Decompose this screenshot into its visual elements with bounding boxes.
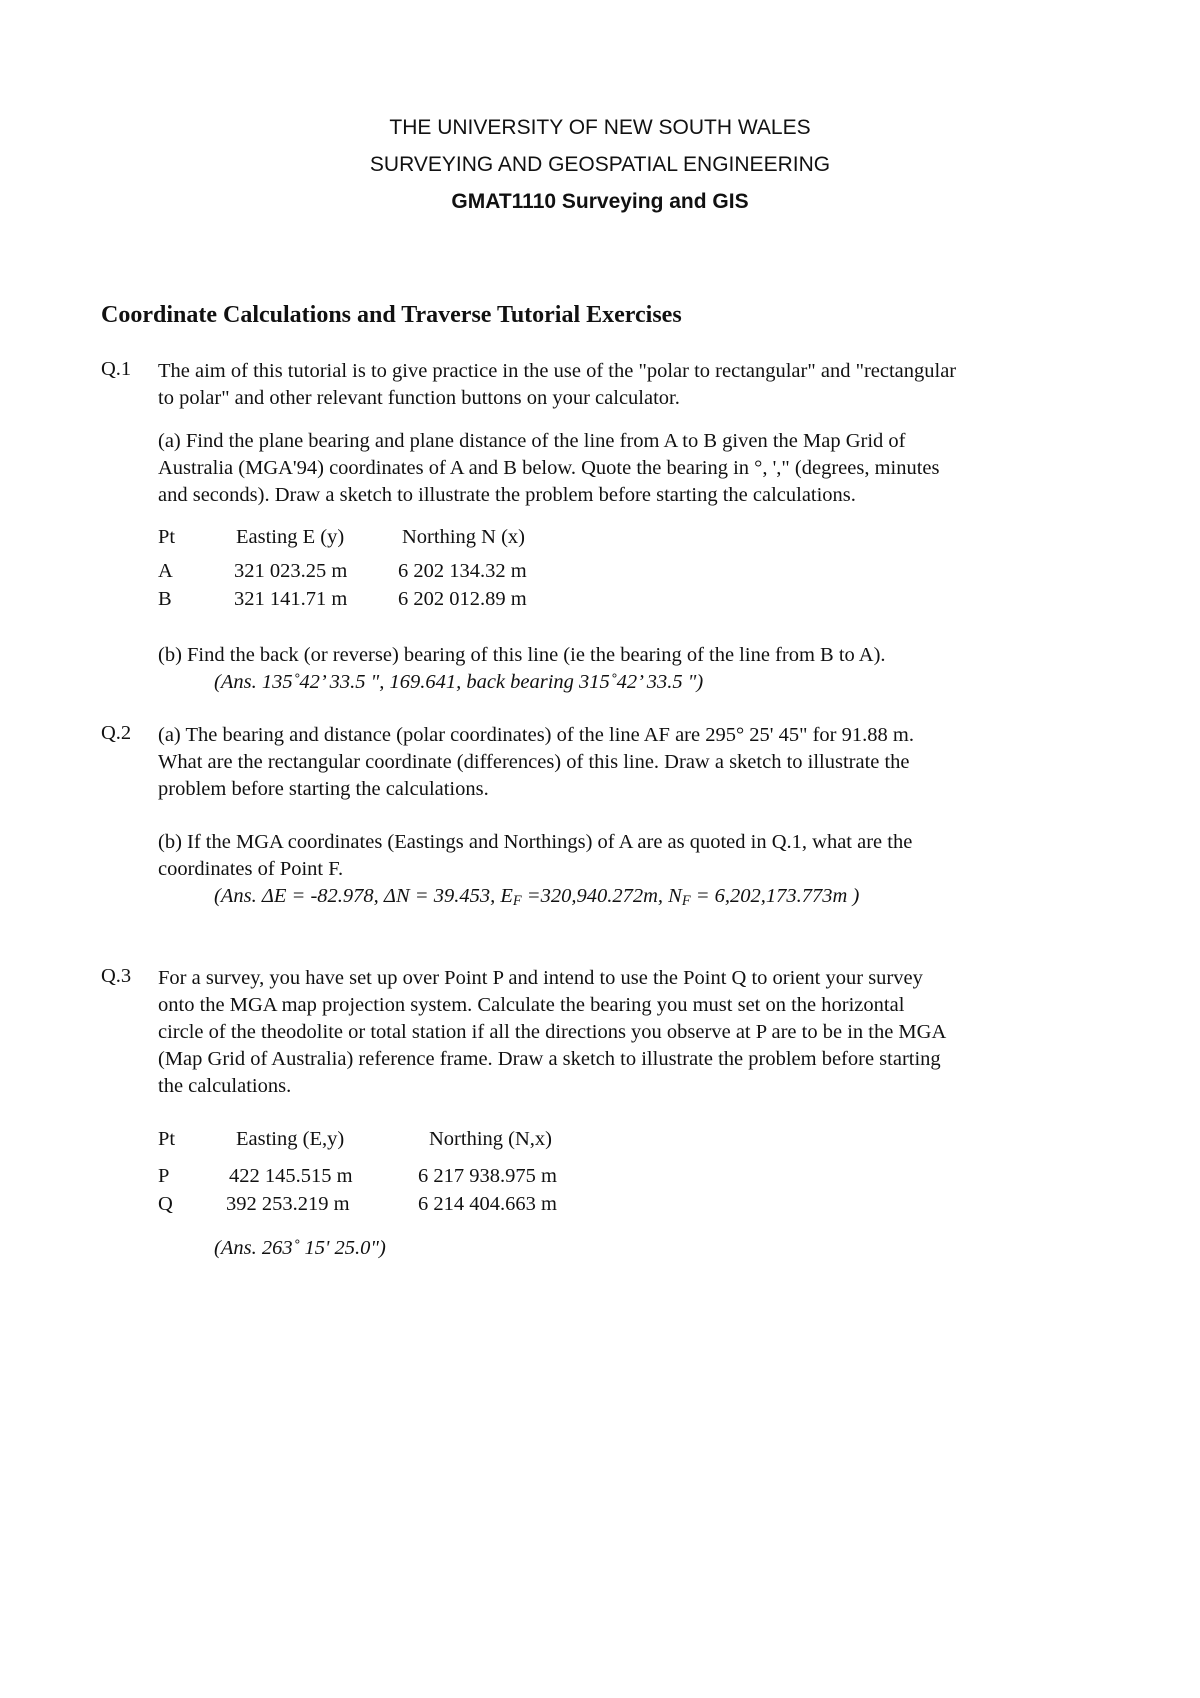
q3-line: onto the MGA map projection system. Calculate the bearing you must set on the horizontal [158,994,905,1016]
question-2-number: Q.2 [101,722,132,744]
table-header: Northing N (x) [402,526,525,548]
q2-answer-prefix: (Ans. ΔE = -82.978, ΔN = 39.453, E [214,885,513,907]
table-cell: 321 023.25 m [234,560,348,582]
q1a-line: Australia (MGA'94) coordinates of A and B below. Quote the bearing in °, '," (degrees, minutes [158,457,940,479]
q3-line: (Map Grid of Australia) reference frame. Draw a sketch to illustrate the problem before starting [158,1048,941,1070]
question-2-part-b [158,829,1118,915]
table-cell: 6 214 404.663 m [418,1193,557,1215]
table-cell: 392 253.219 m [226,1193,350,1215]
question-1-part-b [158,642,1118,696]
table-cell: 321 141.71 m [234,588,348,610]
q1a-line: (a) Find the plane bearing and plane distance of the line from A to B given the Map Grid of [158,430,906,452]
table-header: Easting E (y) [236,526,345,548]
university-heading: THE UNIVERSITY OF NEW SOUTH WALES [389,116,811,139]
q3-line: For a survey, you have set up over Point P and intend to use the Point Q to orient your survey [158,967,923,989]
q2-answer-sub-e: F [512,892,522,909]
course-heading: GMAT1110 Surveying and GIS [451,190,749,213]
q1-answer: (Ans. 135˚42’ 33.5 ", 169.641, back bearing 315˚42’ 33.5 ") [214,671,704,693]
q2a-line: (a) The bearing and distance (polar coordinates) of the line AF are 295° 25' 45" for 91.88 m. [158,724,914,746]
question-1-intro [158,358,1118,412]
table-header: Pt [158,526,176,548]
table-cell: P [158,1165,170,1187]
q3-line: circle of the theodolite or total station if all the directions you observe at P are to be in the MGA [158,1021,947,1043]
q1a-line: and seconds). Draw a sketch to illustrate the problem before starting the calculations. [158,484,856,506]
page-title: Coordinate Calculations and Traverse Tutorial Exercises [101,302,682,328]
q2a-line: What are the rectangular coordinate (differences) of this line. Draw a sketch to illustrate the [158,751,910,773]
q2-answer [158,883,1118,915]
q3-answer: (Ans. 263˚ 15' 25.0") [214,1237,386,1259]
q2b-line: (b) If the MGA coordinates (Eastings and Northings) of A are as quoted in Q.1, what are the [158,831,913,853]
table-header: Northing (N,x) [429,1128,552,1150]
question-3-text [158,965,1118,1100]
question-1-part-a [158,428,1118,509]
q1-intro-line: to polar" and other relevant function buttons on your calculator. [158,387,680,409]
table-cell: Q [158,1193,173,1215]
table-header: Pt [158,1128,176,1150]
question-2-part-a [158,722,1118,803]
q2a-line: problem before starting the calculations. [158,778,489,800]
table-cell: A [158,560,173,582]
table-cell: B [158,588,172,610]
school-heading: SURVEYING AND GEOSPATIAL ENGINEERING [369,153,831,176]
table-cell: 6 217 938.975 m [418,1165,557,1187]
table-cell: 6 202 134.32 m [398,560,527,582]
question-1-number: Q.1 [101,358,132,380]
q3-line: the calculations. [158,1075,292,1097]
q2b-line: coordinates of Point F. [158,858,344,880]
q1-intro-line: The aim of this tutorial is to give practice in the use of the "polar to rectangular" and "rectangular [158,360,957,382]
question-3-number: Q.3 [101,965,132,987]
q1b-line: (b) Find the back (or reverse) bearing of this line (ie the bearing of the line from B to A). [158,644,886,666]
table-cell: 422 145.515 m [229,1165,353,1187]
q2-answer-sub-n: F [681,892,691,909]
table-cell: 6 202 012.89 m [398,588,527,610]
q2-answer-mid: =320,940.272m, N [521,885,682,907]
table-header: Easting (E,y) [236,1128,345,1150]
q2-answer-suffix: = 6,202,173.773m ) [690,885,860,907]
